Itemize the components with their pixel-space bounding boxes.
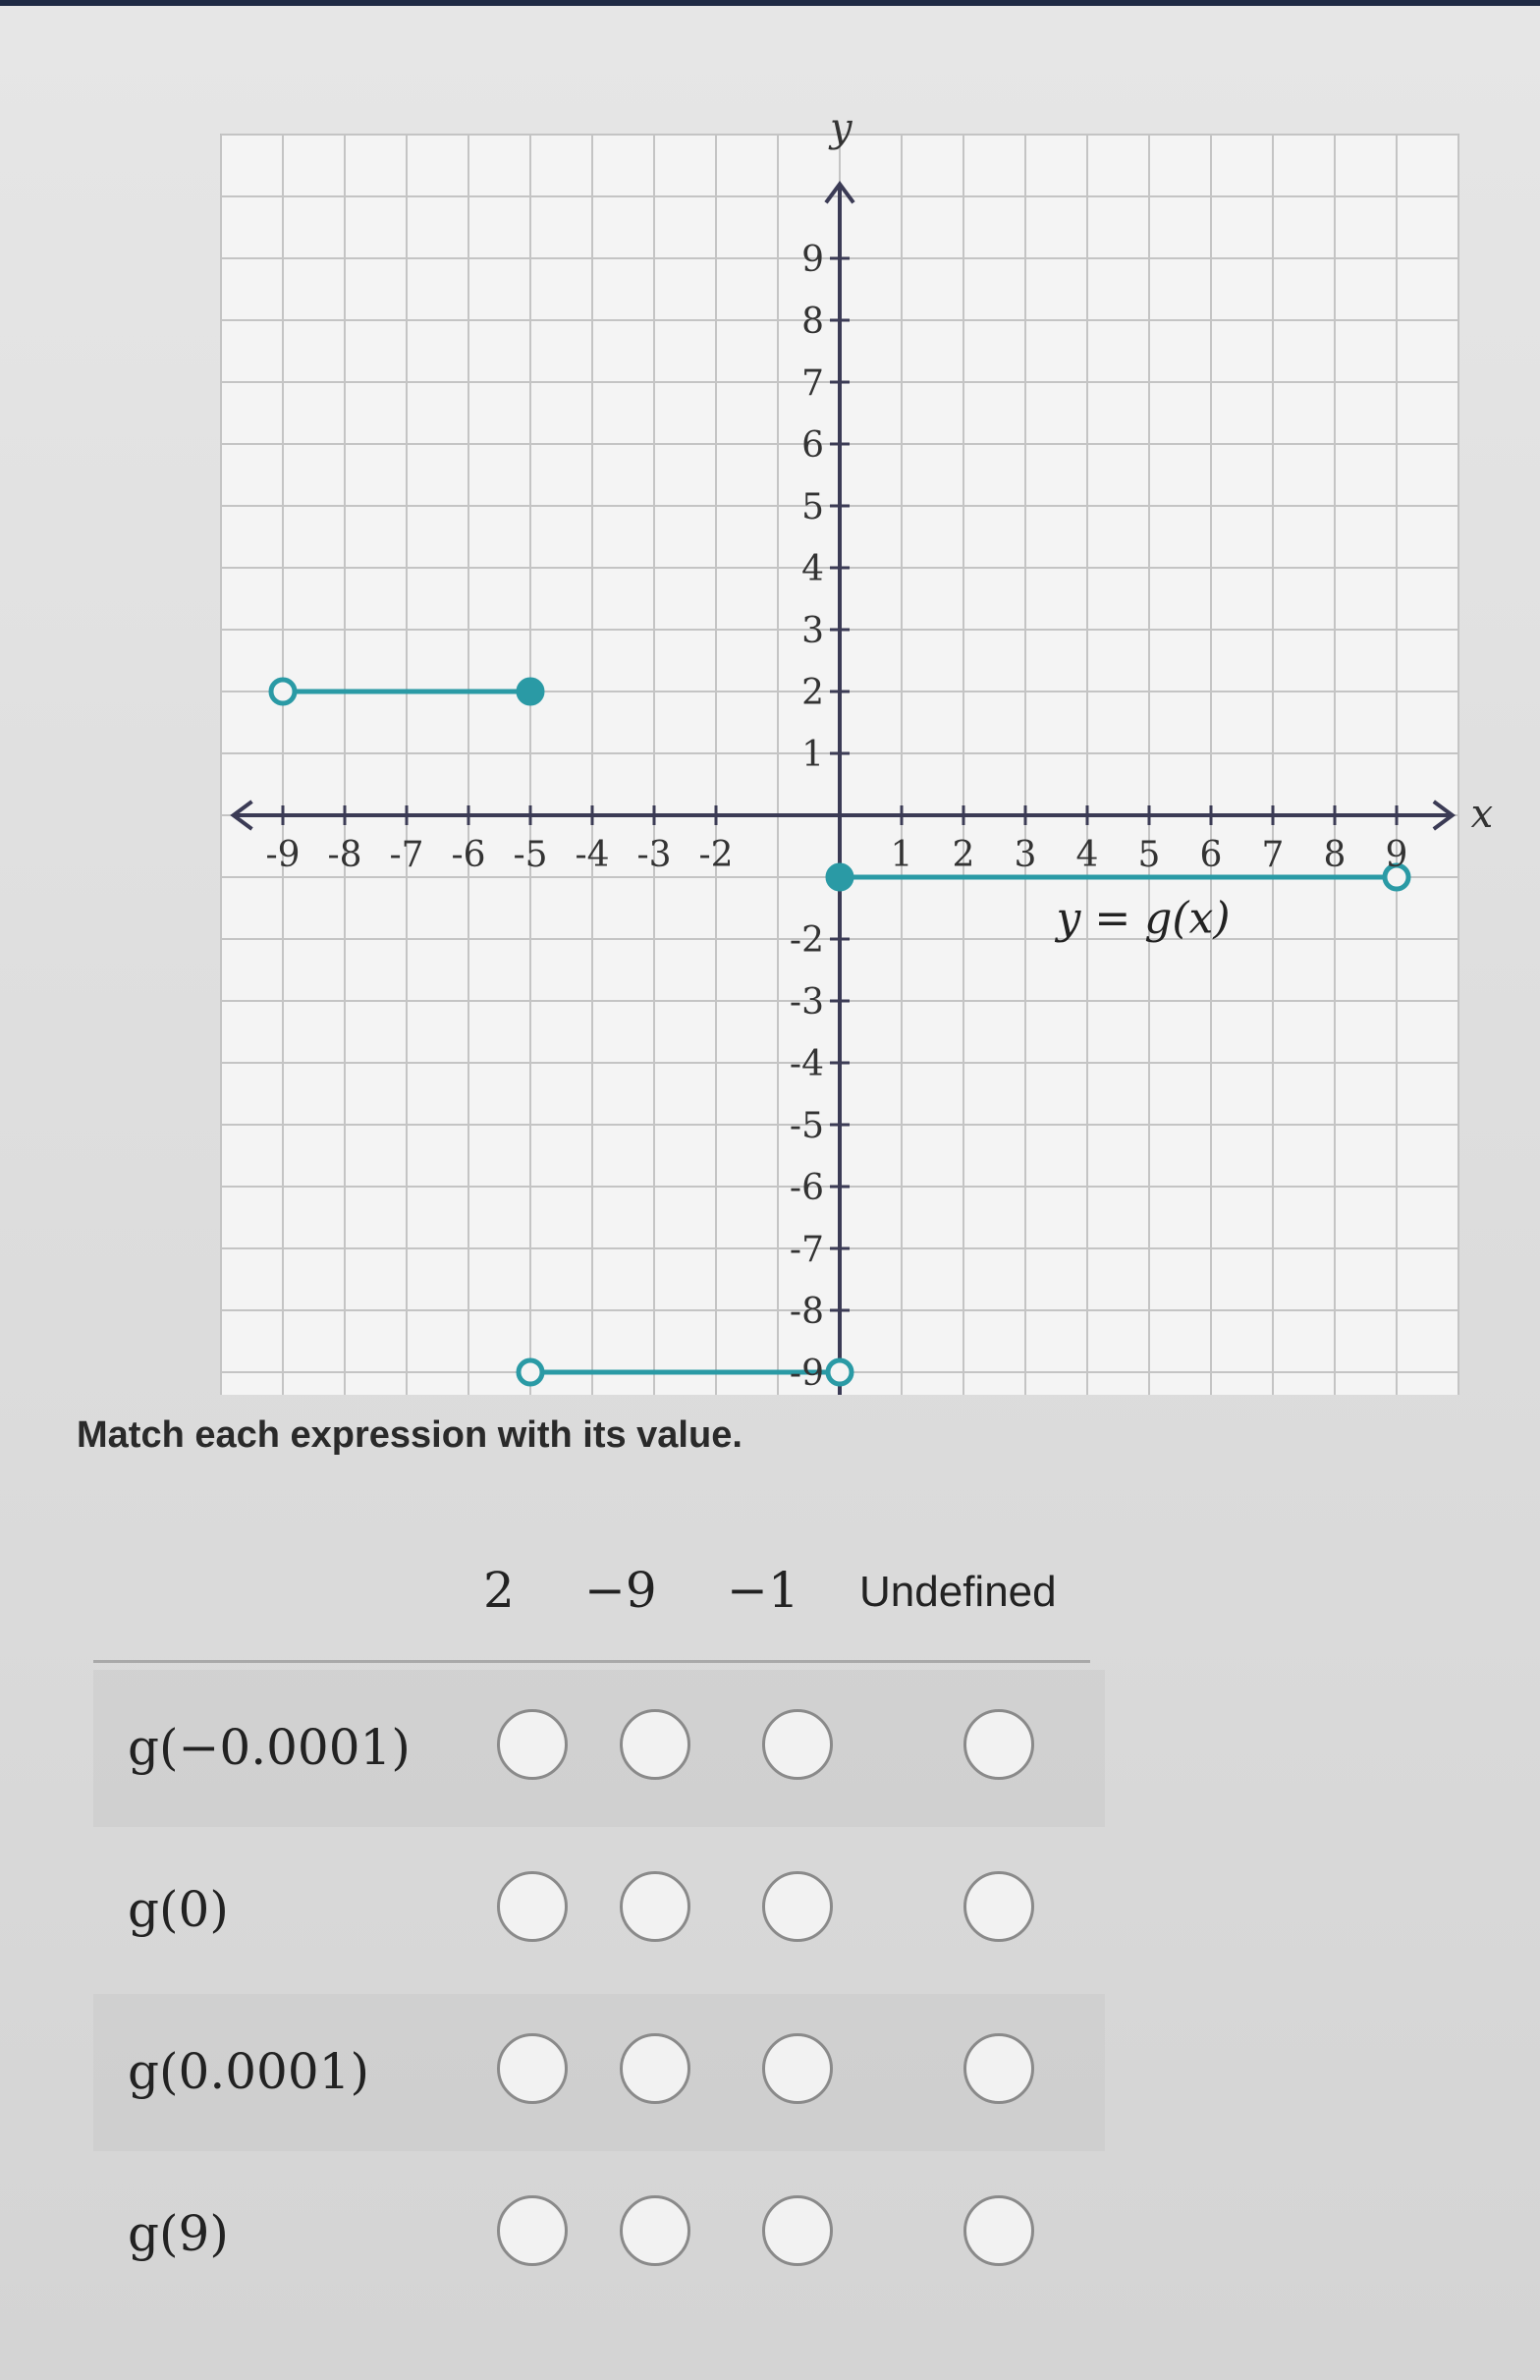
x-tick-label: 7 (1261, 835, 1285, 875)
radio-option[interactable] (497, 2033, 568, 2104)
x-tick-label: 8 (1323, 835, 1347, 875)
column-header-undefined: Undefined (859, 1568, 1057, 1616)
match-row (93, 1832, 1105, 1989)
expression-label: g(9) (128, 2205, 229, 2262)
x-tick-label: 1 (890, 835, 913, 875)
y-tick-label: -4 (789, 1044, 824, 1084)
question-prompt: Match each expression with its value. (77, 1414, 742, 1456)
header-divider (93, 1660, 1090, 1663)
x-tick-label: -6 (451, 835, 486, 875)
x-tick-label: -2 (698, 835, 734, 875)
x-tick-label: -3 (636, 835, 672, 875)
x-tick-label: -5 (513, 835, 548, 875)
y-tick-label: -3 (789, 982, 824, 1023)
expression-label: g(0) (128, 1881, 229, 1938)
y-tick-label: 3 (801, 611, 824, 651)
y-tick-label: 2 (801, 673, 824, 713)
x-tick-label: -8 (327, 835, 362, 875)
column-header-neg9: −9 (584, 1562, 657, 1619)
x-axis-label: x (1470, 792, 1494, 837)
radio-option[interactable] (620, 2033, 690, 2104)
y-tick-label: -6 (789, 1168, 824, 1208)
radio-option[interactable] (497, 1709, 568, 1780)
x-tick-label: 6 (1199, 835, 1223, 875)
radio-option[interactable] (963, 1709, 1034, 1780)
y-tick-label: 9 (801, 240, 824, 280)
column-header-2: 2 (483, 1562, 515, 1619)
x-tick-label: 5 (1137, 835, 1161, 875)
radio-option[interactable] (963, 1871, 1034, 1942)
radio-option[interactable] (963, 2033, 1034, 2104)
y-tick-label: 7 (801, 363, 824, 404)
radio-option[interactable] (620, 1709, 690, 1780)
radio-option[interactable] (762, 2033, 833, 2104)
function-label: y = g(x) (1056, 893, 1231, 944)
x-tick-label: -9 (265, 835, 301, 875)
match-row (93, 2156, 1105, 2313)
y-tick-label: 5 (801, 487, 824, 527)
radio-option[interactable] (762, 2195, 833, 2266)
x-tick-label: 9 (1385, 835, 1408, 875)
x-tick-label: -7 (389, 835, 424, 875)
column-header-neg1: −1 (727, 1562, 799, 1619)
radio-option[interactable] (620, 1871, 690, 1942)
expression-label: g(−0.0001) (128, 1719, 411, 1776)
y-tick-label: -7 (789, 1230, 824, 1270)
y-tick-label: -8 (789, 1292, 824, 1332)
match-row (93, 1994, 1105, 2151)
y-axis-label: y (830, 105, 852, 151)
radio-option[interactable] (497, 1871, 568, 1942)
y-tick-label: 1 (801, 735, 824, 775)
match-row (93, 1670, 1105, 1827)
x-tick-label: 3 (1014, 835, 1037, 875)
open-endpoint (271, 680, 295, 703)
radio-option[interactable] (762, 1709, 833, 1780)
expression-label: g(0.0001) (128, 2043, 369, 2100)
radio-option[interactable] (963, 2195, 1034, 2266)
x-tick-label: 2 (952, 835, 975, 875)
y-tick-label: -9 (789, 1354, 824, 1394)
open-endpoint (519, 1360, 542, 1384)
closed-endpoint (519, 680, 542, 703)
y-tick-label: 6 (801, 425, 824, 466)
radio-option[interactable] (620, 2195, 690, 2266)
y-tick-label: 4 (801, 549, 824, 589)
y-tick-label: -2 (789, 920, 824, 961)
y-tick-label: -5 (789, 1106, 824, 1146)
y-tick-label: 8 (801, 302, 824, 342)
closed-endpoint (828, 865, 852, 889)
x-tick-label: 4 (1075, 835, 1099, 875)
open-endpoint (828, 1360, 852, 1384)
radio-option[interactable] (762, 1871, 833, 1942)
radio-option[interactable] (497, 2195, 568, 2266)
x-tick-label: -4 (575, 835, 610, 875)
